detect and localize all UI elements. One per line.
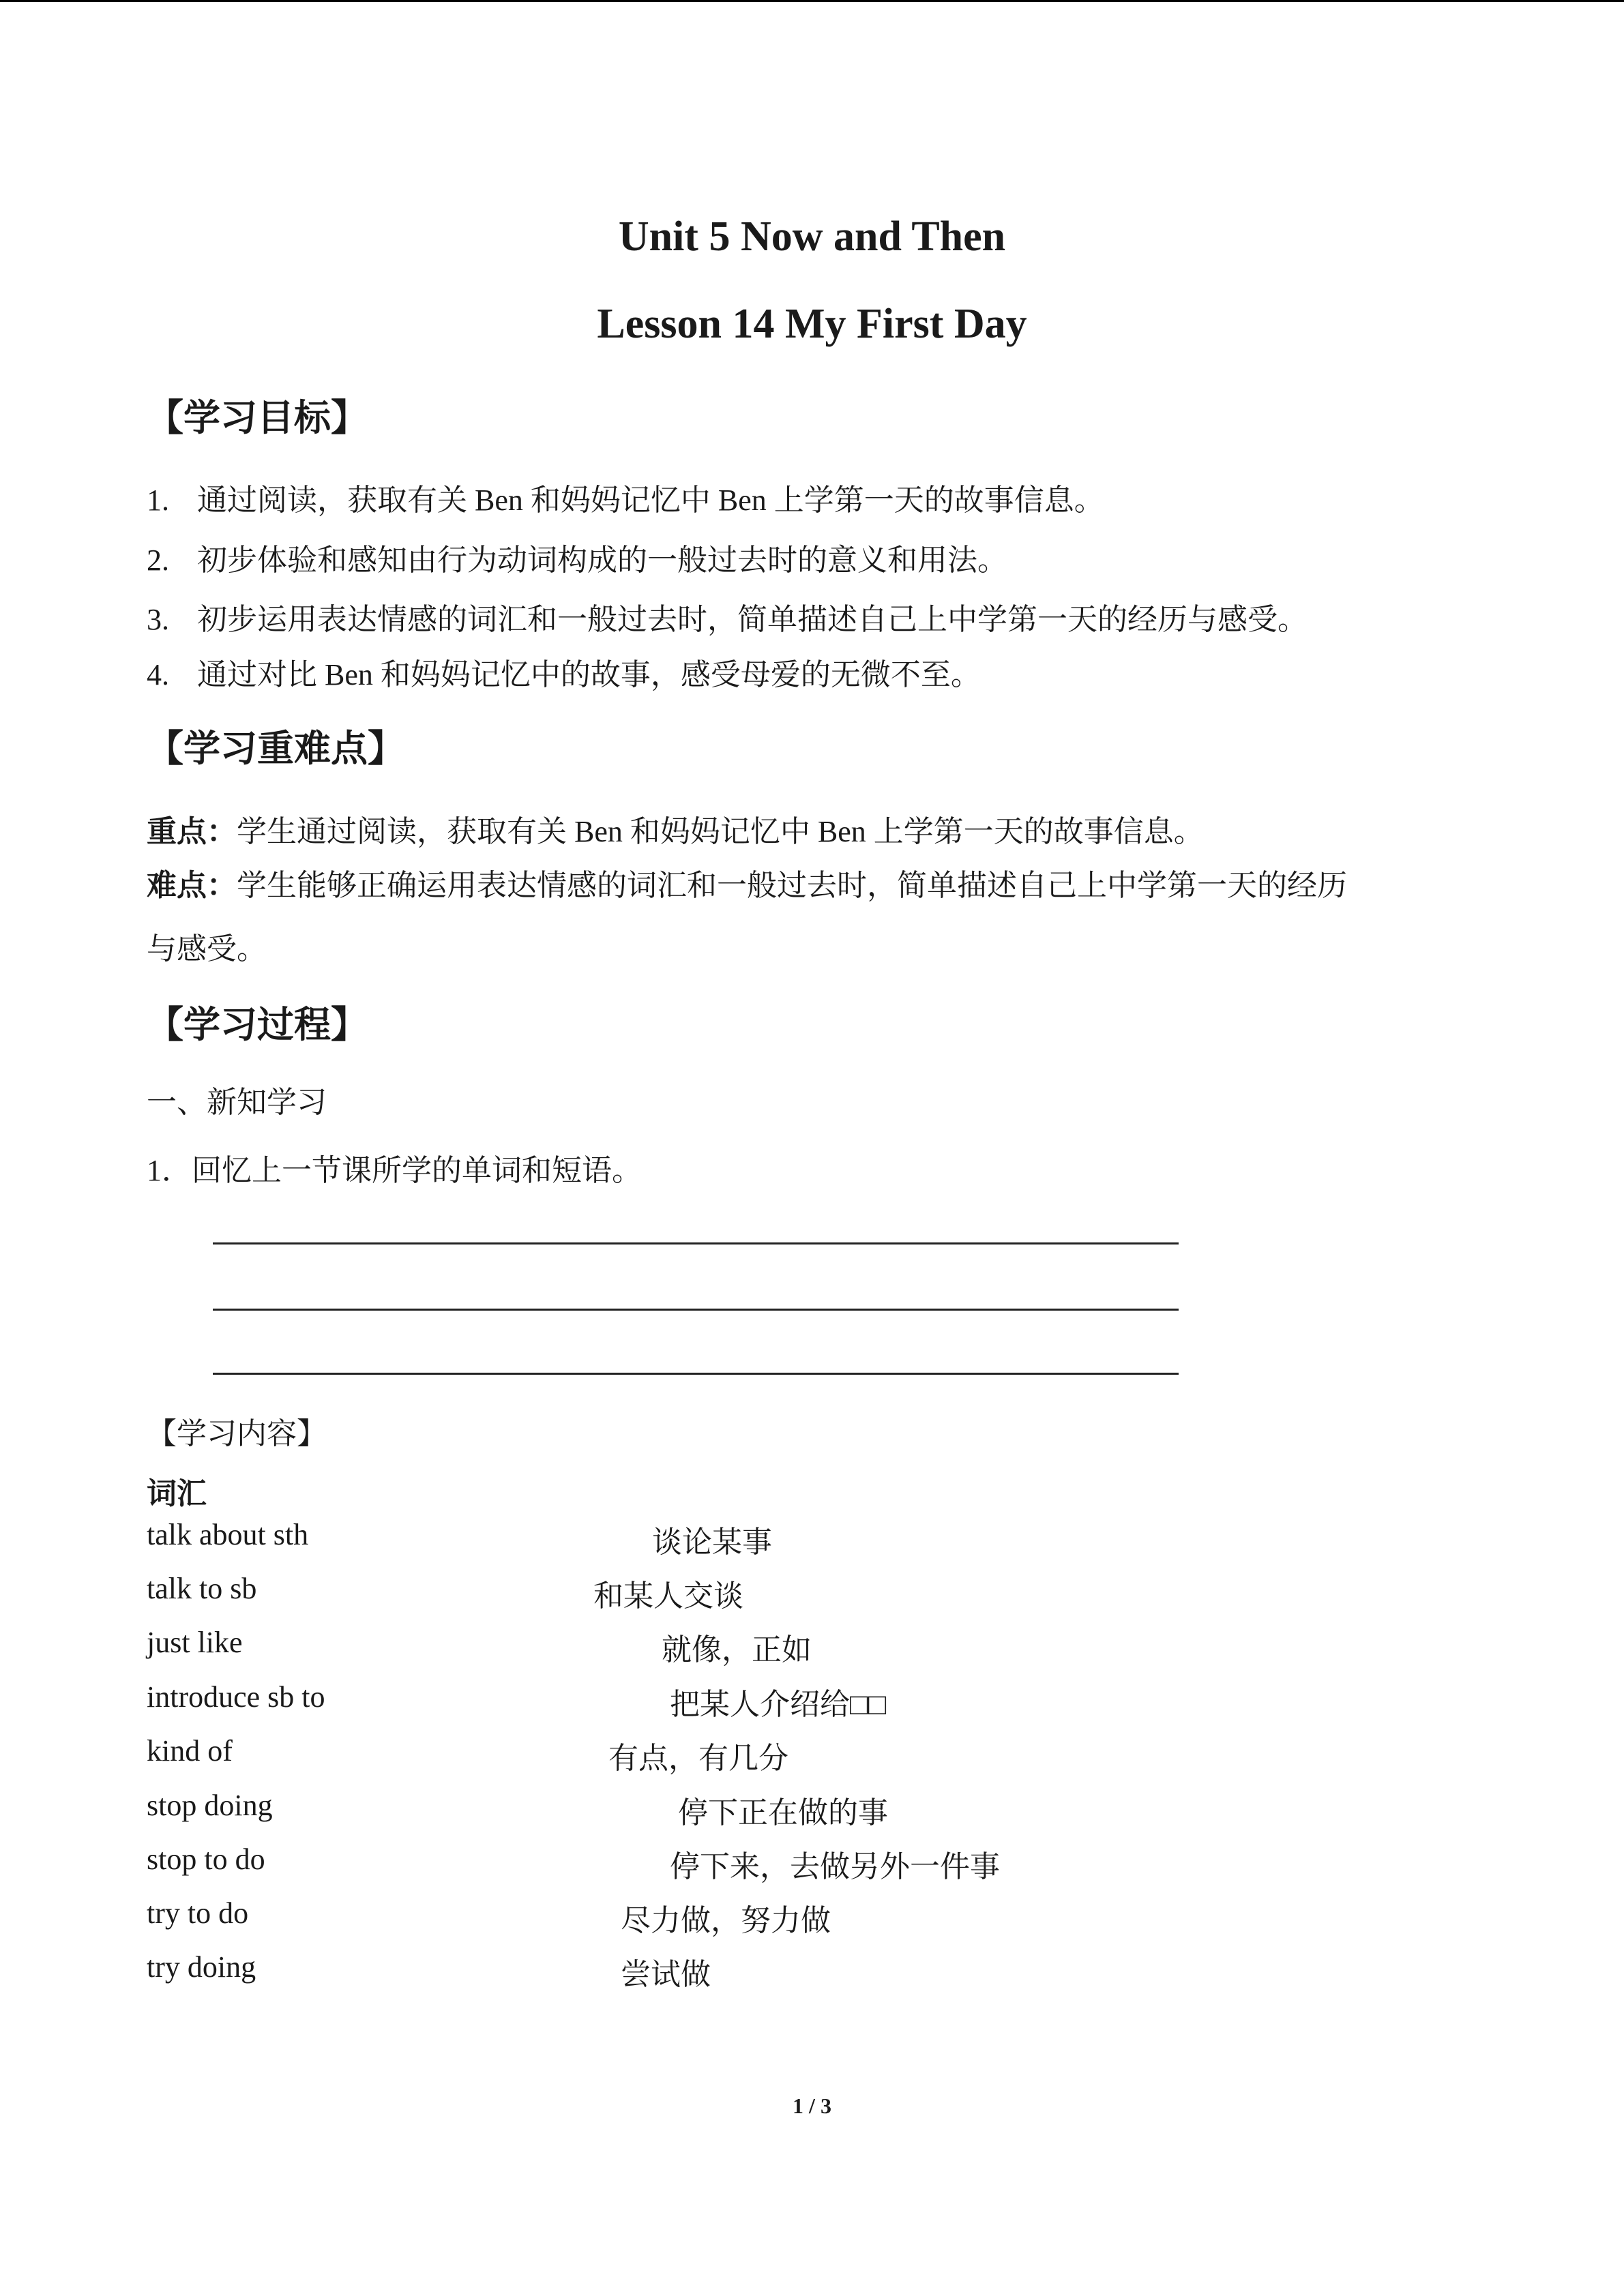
vocab-english: stop to do xyxy=(147,1843,265,1876)
unit-title: Unit 5 Now and Then xyxy=(618,213,1006,260)
vocab-english: talk about sth xyxy=(147,1518,309,1551)
objective-item xyxy=(147,595,1308,638)
vocab-chinese: 谈论某事 xyxy=(652,1525,772,1559)
vocab-chinese: 有点，有几分 xyxy=(608,1742,788,1775)
vocab-chinese: 尝试做 xyxy=(621,1958,711,1991)
objective-text: 通过对比 Ben 和妈妈记忆中的故事，感受母爱的无微不至。 xyxy=(197,658,981,691)
objectives-heading: 【学习目标】 xyxy=(147,396,368,439)
vocab-english: just like xyxy=(147,1626,243,1659)
vocab-english: talk to sb xyxy=(147,1572,257,1605)
vocab-chinese: 停下来，去做另外一件事 xyxy=(670,1850,1000,1883)
vocab-english: try to do xyxy=(147,1896,249,1930)
page-number: 1 / 3 xyxy=(793,2093,831,2118)
vocab-english: try doing xyxy=(147,1950,256,1984)
objective-number: 4. xyxy=(147,658,169,691)
vocab-chinese: 就像，正如 xyxy=(662,1633,812,1667)
objective-number: 1. xyxy=(147,483,169,517)
answer-blank-line[interactable] xyxy=(213,1309,1179,1311)
difficulty-label: 难点： xyxy=(147,869,237,902)
content-heading: 【学习内容】 xyxy=(147,1417,327,1450)
vocab-label: 词汇 xyxy=(147,1477,207,1510)
focus-line xyxy=(147,807,1204,850)
objective-text: 通过阅读，获取有关 Ben 和妈妈记忆中 Ben 上学第一天的故事信息。 xyxy=(197,483,1104,517)
focus-text: 学生通过阅读，获取有关 Ben 和妈妈记忆中 Ben 上学第一天的故事信息。 xyxy=(237,815,1204,848)
vocab-english: kind of xyxy=(147,1734,233,1768)
objective-number: 2. xyxy=(147,543,169,577)
objective-item xyxy=(147,650,981,694)
difficulty-line xyxy=(147,861,1347,904)
objective-item xyxy=(147,475,1104,519)
key-points-heading: 【学习重难点】 xyxy=(147,727,404,770)
vocab-english: stop doing xyxy=(147,1789,273,1822)
vocab-chinese: 和某人交谈 xyxy=(593,1579,743,1613)
objective-text: 初步运用表达情感的词汇和一般过去时，简单描述自己上中学第一天的经历与感受。 xyxy=(197,603,1308,636)
answer-blank-line[interactable] xyxy=(213,1373,1179,1375)
objective-text: 初步体验和感知由行为动词构成的一般过去时的意义和用法。 xyxy=(197,543,1007,577)
process-subheading: 一、新知学习 xyxy=(147,1086,327,1119)
process-heading: 【学习过程】 xyxy=(147,1003,368,1046)
objective-number: 3. xyxy=(147,603,169,636)
vocab-english: introduce sb to xyxy=(147,1680,325,1714)
objective-item xyxy=(147,535,1007,579)
difficulty-line-cont: 与感受。 xyxy=(147,932,267,966)
focus-label: 重点： xyxy=(147,815,237,848)
lesson-title: Lesson 14 My First Day xyxy=(597,301,1027,347)
vocab-chinese: 把某人介绍给□□ xyxy=(670,1688,887,1721)
task-1: 1．回忆上一节课所学的单词和短语。 xyxy=(147,1154,642,1187)
vocab-chinese: 停下正在做的事 xyxy=(678,1796,888,1830)
vocab-chinese: 尽力做，努力做 xyxy=(621,1904,831,1937)
answer-blank-line[interactable] xyxy=(213,1242,1179,1244)
difficulty-text: 学生能够正确运用表达情感的词汇和一般过去时，简单描述自己上中学第一天的经历 xyxy=(237,869,1347,902)
